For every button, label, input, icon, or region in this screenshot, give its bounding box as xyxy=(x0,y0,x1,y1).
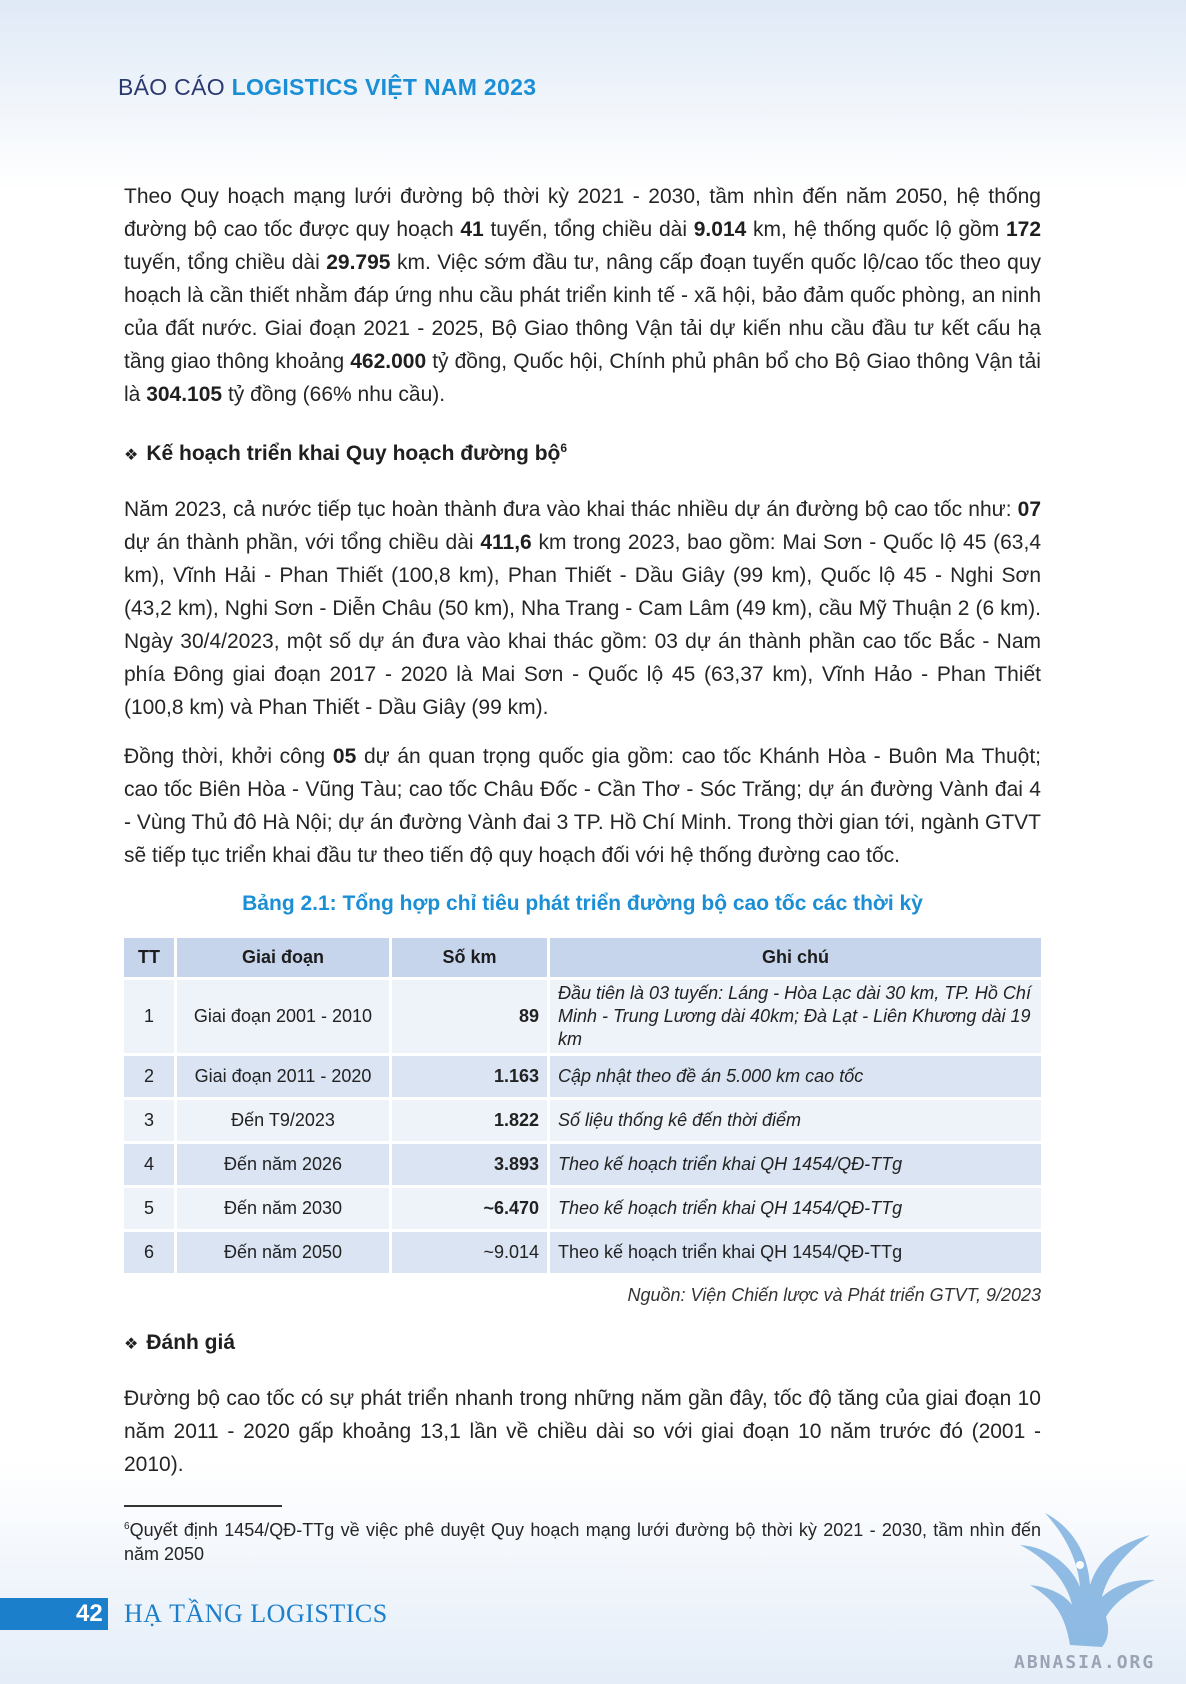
text-run: dự án quan trọng quốc gia gồm: cao tốc Khánh Hòa - Buôn Ma Thuột; cao tốc Biên Hòa - Vũng Tàu; cao tốc Châu Đốc - Cần Thơ - Sóc Trăng; dự án đường Vành đai 4 - Vùng Thủ đô Hà Nội; dự án đường Vành đai 3 TP. Hồ Chí Minh. Trong thời gian tới, ngành GTVT sẽ tiếp tục triển khai đầu tư theo tiến độ quy hoạch đối với hệ thống đường cao tốc. xyxy=(124,745,1041,867)
cell-period: Giai đoạn 2011 - 2020 xyxy=(177,1053,392,1097)
heading-text: Đánh giá xyxy=(146,1331,236,1354)
footnote-text: Quyết định 1454/QĐ-TTg về việc phê duyệt Quy hoạch mạng lưới đường bộ thời kỳ 2021 - 2030, tầm nhìn đến năm 2050 xyxy=(124,1520,1041,1564)
heading-text: Kế hoạch triển khai Quy hoạch đường bộ xyxy=(146,442,561,465)
bold-number: 172 xyxy=(1005,218,1042,241)
cell-km: 3.893 xyxy=(392,1141,550,1185)
watermark: ABNASIA.ORG xyxy=(1014,1652,1156,1673)
header-prefix: BÁO CÁO xyxy=(118,74,225,100)
diamond-bullet-icon: ❖ xyxy=(124,447,139,464)
text-run: Đồng thời, khởi công xyxy=(124,745,333,768)
report-header xyxy=(118,74,536,101)
table-row xyxy=(124,1141,1041,1185)
col-header-tt: TT xyxy=(124,938,177,977)
text-run: tỷ đồng (66% nhu cầu). xyxy=(222,383,446,406)
plan-paragraph-1 xyxy=(124,493,1041,724)
assessment-paragraph: Đường bộ cao tốc có sự phát triển nhanh trong những năm gần đây, tốc độ tăng của giai đoạn 10 năm 2011 - 2020 gấp khoảng 13,1 lần về chiều dài so với giai đoạn 10 năm trước đó (2001 - 2010). xyxy=(124,1387,1041,1476)
text-run: dự án thành phần, với tổng chiều dài xyxy=(124,531,481,554)
cell-period: Đến năm 2030 xyxy=(177,1185,392,1229)
cell-tt: 4 xyxy=(124,1141,177,1185)
table-row xyxy=(124,977,1041,1053)
text-run: km, hệ thống quốc lộ gồm xyxy=(746,218,1006,241)
table-source: Nguồn: Viện Chiến lược và Phát triển GTVT, 9/2023 xyxy=(627,1285,1041,1305)
cell-note: Đầu tiên là 03 tuyến: Láng - Hòa Lạc dài 30 km, TP. Hồ Chí Minh - Trung Lương dài 40km; Đà Lạt - Liên Khương dài 19 km xyxy=(550,977,1041,1053)
bold-number: 304.105 xyxy=(146,383,223,406)
col-header-note: Ghi chú xyxy=(550,938,1041,977)
footer-section-title: HẠ TẦNG LOGISTICS xyxy=(124,1599,388,1628)
expressway-table xyxy=(124,938,1041,1273)
section-heading-assessment xyxy=(124,1328,1041,1360)
bold-number: 07 xyxy=(1017,498,1041,521)
eagle-logo-icon xyxy=(1010,1505,1160,1655)
cell-km: ~9.014 xyxy=(392,1229,550,1273)
cell-tt: 3 xyxy=(124,1097,177,1141)
cell-km: 89 xyxy=(392,977,550,1053)
cell-km: 1.822 xyxy=(392,1097,550,1141)
text-run: km. Việc sớm đầu tư, nâng cấp đoạn tuyến quốc lộ/cao tốc theo quy hoạch là cần thiết nhằm đáp ứng nhu cầu phát triển kinh tế - xã hội, bảo đảm quốc phòng, an ninh của đất nước. Giai đoạn 2021 - 2025, Bộ Giao thông Vận tải dự kiến nhu cầu đầu tư kết cấu hạ tầng giao thông khoảng xyxy=(124,251,1041,373)
cell-note: Số liệu thống kê đến thời điểm xyxy=(550,1097,1041,1141)
table-header-row xyxy=(124,938,1041,977)
bold-number: 29.795 xyxy=(326,251,391,274)
table-row xyxy=(124,1097,1041,1141)
cell-tt: 6 xyxy=(124,1229,177,1273)
text-run: km trong 2023, bao gồm: Mai Sơn - Quốc lộ 45 (63,4 km), Vĩnh Hải - Phan Thiết (100,8 km), Phan Thiết - Dầu Giây (99 km), Quốc lộ 45 - Nghi Sơn (43,2 km), Nghi Sơn - Diễn Châu (50 km), Nha Trang - Cam Lâm (49 km), cầu Mỹ Thuận 2 (6 km). Ngày 30/4/2023, một số dự án đưa vào khai thác gồm: 03 dự án thành phần cao tốc Bắc - Nam phía Đông giai đoạn 2017 - 2020 là Mai Sơn - Quốc lộ 45 (63,37 km), Vĩnh Hảo - Phan Thiết (100,8 km) và Phan Thiết - Dầu Giây (99 km). xyxy=(124,531,1041,719)
text-run: tỷ đồng, Quốc hội, Chính phủ phân bổ cho Bộ Giao thông Vận tải là xyxy=(124,350,1041,406)
text-run: Theo Quy hoạch mạng lưới đường bộ thời kỳ 2021 - 2030, tầm nhìn đến năm 2050, hệ thống đường bộ cao tốc được quy hoạch xyxy=(124,185,1041,241)
cell-period: Giai đoạn 2001 - 2010 xyxy=(177,977,392,1053)
text-run: tuyến, tổng chiều dài xyxy=(483,218,694,241)
col-header-period: Giai đoạn xyxy=(177,938,392,977)
cell-tt: 5 xyxy=(124,1185,177,1229)
footnote-divider xyxy=(124,1505,282,1507)
table-title: Bảng 2.1: Tổng hợp chỉ tiêu phát triển đường bộ cao tốc các thời kỳ xyxy=(242,892,923,915)
cell-period: Đến năm 2026 xyxy=(177,1141,392,1185)
cell-tt: 2 xyxy=(124,1053,177,1097)
cell-tt: 1 xyxy=(124,977,177,1053)
page-number: 42 xyxy=(76,1600,103,1627)
intro-paragraph xyxy=(124,180,1041,411)
footnote-number: 6 xyxy=(124,1521,130,1532)
bold-number: 411,6 xyxy=(480,531,532,554)
header-title: LOGISTICS VIỆT NAM 2023 xyxy=(231,74,537,100)
cell-note: Theo kế hoạch triển khai QH 1454/QĐ-TTg xyxy=(550,1141,1041,1185)
bold-number: 41 xyxy=(460,218,484,241)
plan-paragraph-2 xyxy=(124,740,1041,872)
cell-note: Theo kế hoạch triển khai QH 1454/QĐ-TTg xyxy=(550,1185,1041,1229)
footnote xyxy=(124,1515,1041,1566)
bold-number: 05 xyxy=(332,745,357,768)
cell-note: Cập nhật theo đề án 5.000 km cao tốc xyxy=(550,1053,1041,1097)
cell-km: ~6.470 xyxy=(392,1185,550,1229)
cell-period: Đến T9/2023 xyxy=(177,1097,392,1141)
col-header-km: Số km xyxy=(392,938,550,977)
diamond-bullet-icon: ❖ xyxy=(124,1336,139,1353)
table-row xyxy=(124,1053,1041,1097)
text-run: tuyến, tổng chiều dài xyxy=(124,251,327,274)
table-row xyxy=(124,1185,1041,1229)
footnote-ref[interactable]: 6 xyxy=(560,441,568,455)
table-row xyxy=(124,1229,1041,1273)
cell-km: 1.163 xyxy=(392,1053,550,1097)
bold-number: 462.000 xyxy=(350,350,427,373)
bold-number: 9.014 xyxy=(693,218,747,241)
section-heading-plan xyxy=(124,433,1041,471)
page-content xyxy=(124,180,1041,1566)
cell-period: Đến năm 2050 xyxy=(177,1229,392,1273)
text-run: Năm 2023, cả nước tiếp tục hoàn thành đưa vào khai thác nhiều dự án đường bộ cao tốc như: xyxy=(124,498,1018,521)
cell-note: Theo kế hoạch triển khai QH 1454/QĐ-TTg xyxy=(550,1229,1041,1273)
